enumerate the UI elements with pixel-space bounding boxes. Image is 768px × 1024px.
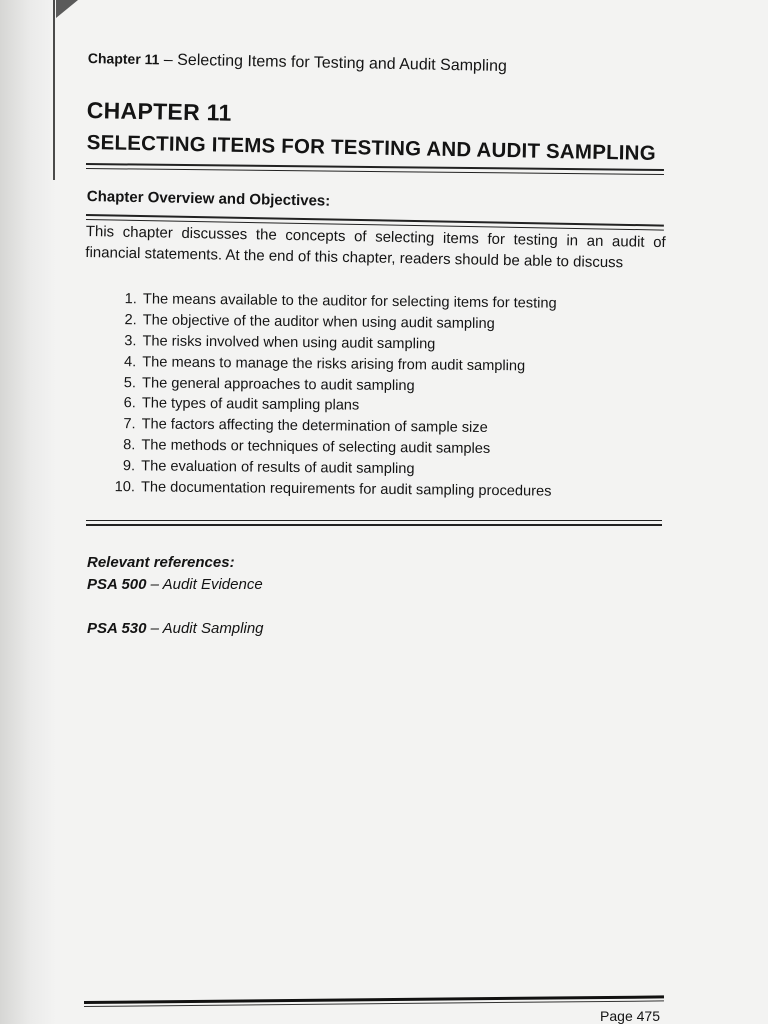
reference-item	[87, 574, 264, 596]
list-item-number: 6.	[123, 395, 136, 412]
chapter-title: SELECTING ITEMS FOR TESTING AND AUDIT SAMPLING	[86, 131, 657, 165]
list-item-text: The risks involved when using audit sampling	[142, 333, 436, 353]
overview-heading: Chapter Overview and Objectives:	[86, 188, 331, 210]
reference-code: PSA 500	[87, 576, 147, 593]
list-item-number: 5.	[123, 374, 137, 391]
objectives-list	[106, 289, 557, 503]
references-label: Relevant references:	[87, 554, 235, 571]
reference-spacer	[87, 596, 264, 618]
reference-separator: –	[146, 576, 163, 593]
running-header-title: Selecting Items for Testing and Audit Sampling	[177, 51, 507, 76]
running-header-separator: –	[159, 51, 178, 69]
page-number: Page 475	[600, 1008, 660, 1024]
list-item-number: 7.	[123, 416, 136, 433]
list-item-text: The general approaches to audit sampling	[141, 374, 415, 394]
overview-intro: This chapter discusses the concepts of selecting items for testing in an audit of financial statements. At the end of this chapter, readers should be able to discuss	[85, 222, 666, 272]
list-item-number: 9.	[122, 458, 136, 475]
list-item-text: The documentation requirements for audit sampling procedures	[140, 479, 552, 500]
list-item-text: The means to manage the risks arising from audit sampling	[142, 354, 526, 375]
running-header	[88, 50, 507, 76]
list-item-text: The types of audit sampling plans	[141, 395, 360, 415]
list-item-number: 8.	[123, 437, 136, 454]
references-block	[87, 552, 264, 640]
list-item-number: 1.	[124, 291, 137, 308]
reference-title: Audit Sampling	[162, 620, 264, 637]
list-item-text: The means available to the auditor for selecting items for testing	[142, 291, 557, 312]
reference-item	[87, 618, 264, 640]
section-rule-top	[86, 520, 662, 521]
list-item-text: The factors affecting the determination of sample size	[141, 416, 488, 437]
list-item-number: 2.	[124, 312, 137, 329]
list-item-text: The evaluation of results of audit sampling	[141, 458, 415, 478]
list-item-number: 4.	[123, 353, 137, 370]
list-item-number: 10.	[114, 479, 136, 496]
chapter-label: CHAPTER 11	[86, 97, 232, 126]
list-item-text: The objective of the auditor when using audit sampling	[142, 312, 495, 332]
list-item-text: The methods or techniques of selecting audit samples	[141, 437, 491, 458]
running-header-chapter: Chapter 11	[87, 50, 160, 68]
reference-title: Audit Evidence	[162, 576, 263, 593]
reference-code: PSA 530	[87, 620, 147, 637]
reference-separator: –	[146, 620, 163, 637]
section-rule-bottom	[86, 524, 662, 526]
list-item	[106, 477, 555, 503]
list-item-number: 3.	[124, 332, 137, 350]
